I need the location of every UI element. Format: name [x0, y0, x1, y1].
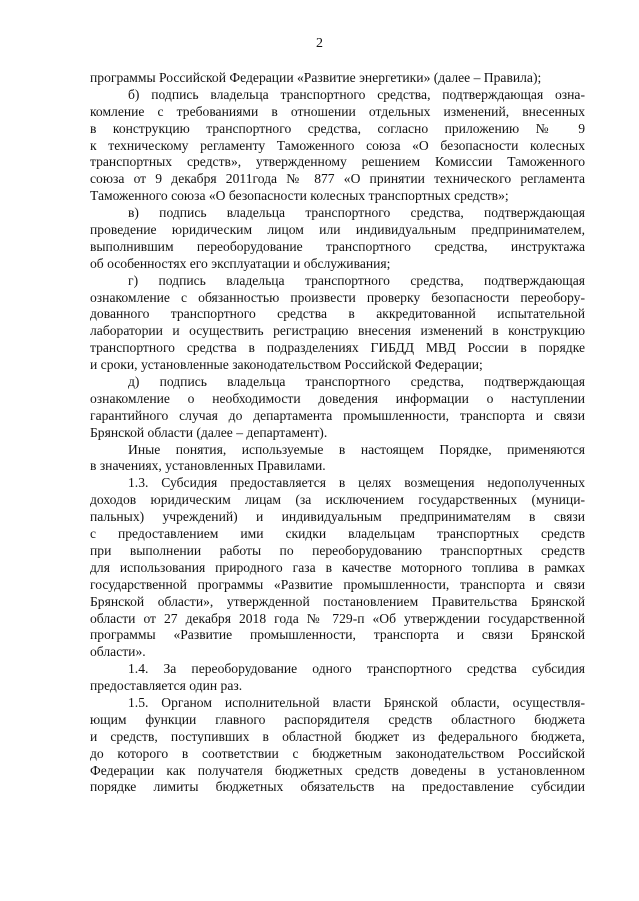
text-line: области». — [90, 644, 146, 660]
text-line: к техническому регламенту Таможенного союза «О безопасности колесных — [90, 137, 585, 153]
text-line: г) подпись владельца транспортного средства, подтверждающая — [128, 272, 585, 288]
text-line: области от 27 декабря 2018 года № 729-п «Об утверждении государственной — [90, 610, 585, 626]
text-line: 1.5. Органом исполнительной власти Брянской области, осуществля- — [128, 694, 585, 710]
text-line: союза от 9 декабря 2011года № 877 «О принятии технического регламента — [90, 171, 585, 187]
text-line: транспортных средств», утвержденному решением Комиссии Таможенного — [90, 154, 585, 170]
text-line: об особенностях его эксплуатации и обслуживания; — [90, 255, 391, 271]
text-line: 1.4. За переоборудование одного транспортного средства субсидия — [128, 661, 585, 677]
text-line: Иные понятия, используемые в настоящем Порядке, применяются — [128, 441, 585, 457]
text-line: Федерации как получателя бюджетных средств доведены в установленном — [90, 762, 585, 778]
text-line: государственной программы «Развитие промышленности, транспорта и связи — [90, 576, 585, 592]
text-line: лаборатории и осуществить регистрацию внесения изменений в конструкцию — [90, 323, 585, 339]
text-line: программы «Развитие промышленности, транспорта и связи Брянской — [90, 627, 585, 643]
text-line: для использования природного газа в качестве моторного топлива в рамках — [90, 559, 585, 575]
text-line: с предоставлением ими скидки владельцам транспортных средств — [90, 526, 585, 542]
text-line: дованного транспортного средства в аккредитованной испытательной — [90, 306, 585, 322]
text-line: в конструкцию транспортного средства, согласно приложению № 9 — [90, 120, 585, 136]
page-number: 2 — [316, 36, 323, 51]
text-line: ющим функции главного распорядителя средств областного бюджета — [90, 711, 585, 727]
text-line: ознакомление с обязанностью произвести проверку безопасности переобору- — [90, 289, 585, 305]
text-line: в значениях, установленных Правилами. — [90, 458, 326, 474]
text-line: в) подпись владельца транспортного средства, подтверждающая — [128, 205, 585, 221]
text-line: до которого в соответствии с бюджетным законодательством Российской — [90, 745, 585, 761]
text-line: Таможенного союза «О безопасности колесных транспортных средств»; — [90, 188, 509, 204]
text-line: б) подпись владельца транспортного средства, подтверждающая озна- — [128, 86, 585, 102]
text-line: гарантийного случая до департамента промышленности, транспорта и связи — [90, 407, 585, 423]
text-line: и сроки, установленные законодательством Российской Федерации; — [90, 357, 483, 373]
text-line: 1.3. Субсидия предоставляется в целях возмещения недополученных — [128, 475, 585, 491]
text-line: пальных) учреждений) и индивидуальным предпринимателям в связи — [90, 509, 585, 525]
text-line: комление с требованиями в отношении отдельных изменений, внесенных — [90, 103, 585, 119]
text-line: при выполнении работы по переоборудованию транспортных средств — [90, 542, 585, 558]
text-line: д) подпись владельца транспортного средства, подтверждающая — [128, 374, 585, 390]
text-line: проведение юридическим лицом или индивидуальным предпринимателем, — [90, 222, 585, 238]
text-line: Брянской области (далее – департамент). — [90, 424, 328, 440]
text-line: ознакомление о необходимости доведения информации о наступлении — [90, 390, 585, 406]
text-line: Брянской области», утвержденной постановлением Правительства Брянской — [90, 593, 585, 609]
text-line: программы Российской Федерации «Развитие энергетики» (далее – Правила); — [90, 70, 542, 85]
text-line: выполнившим переоборудование транспортного средства, инструктажа — [90, 238, 585, 254]
text-line: транспортного средства в подразделениях ГИБДД МВД России в порядке — [90, 340, 585, 356]
text-line: доходов юридическим лицам (за исключением государственных (муници- — [90, 492, 585, 508]
text-line: предоставляется один раз. — [90, 678, 243, 694]
text-line: порядке лимиты бюджетных обязательств на предоставление субсидии — [90, 779, 585, 795]
text-line: и средств, поступивших в областной бюджет из федерального бюджета, — [90, 728, 585, 744]
document-body — [90, 70, 585, 796]
